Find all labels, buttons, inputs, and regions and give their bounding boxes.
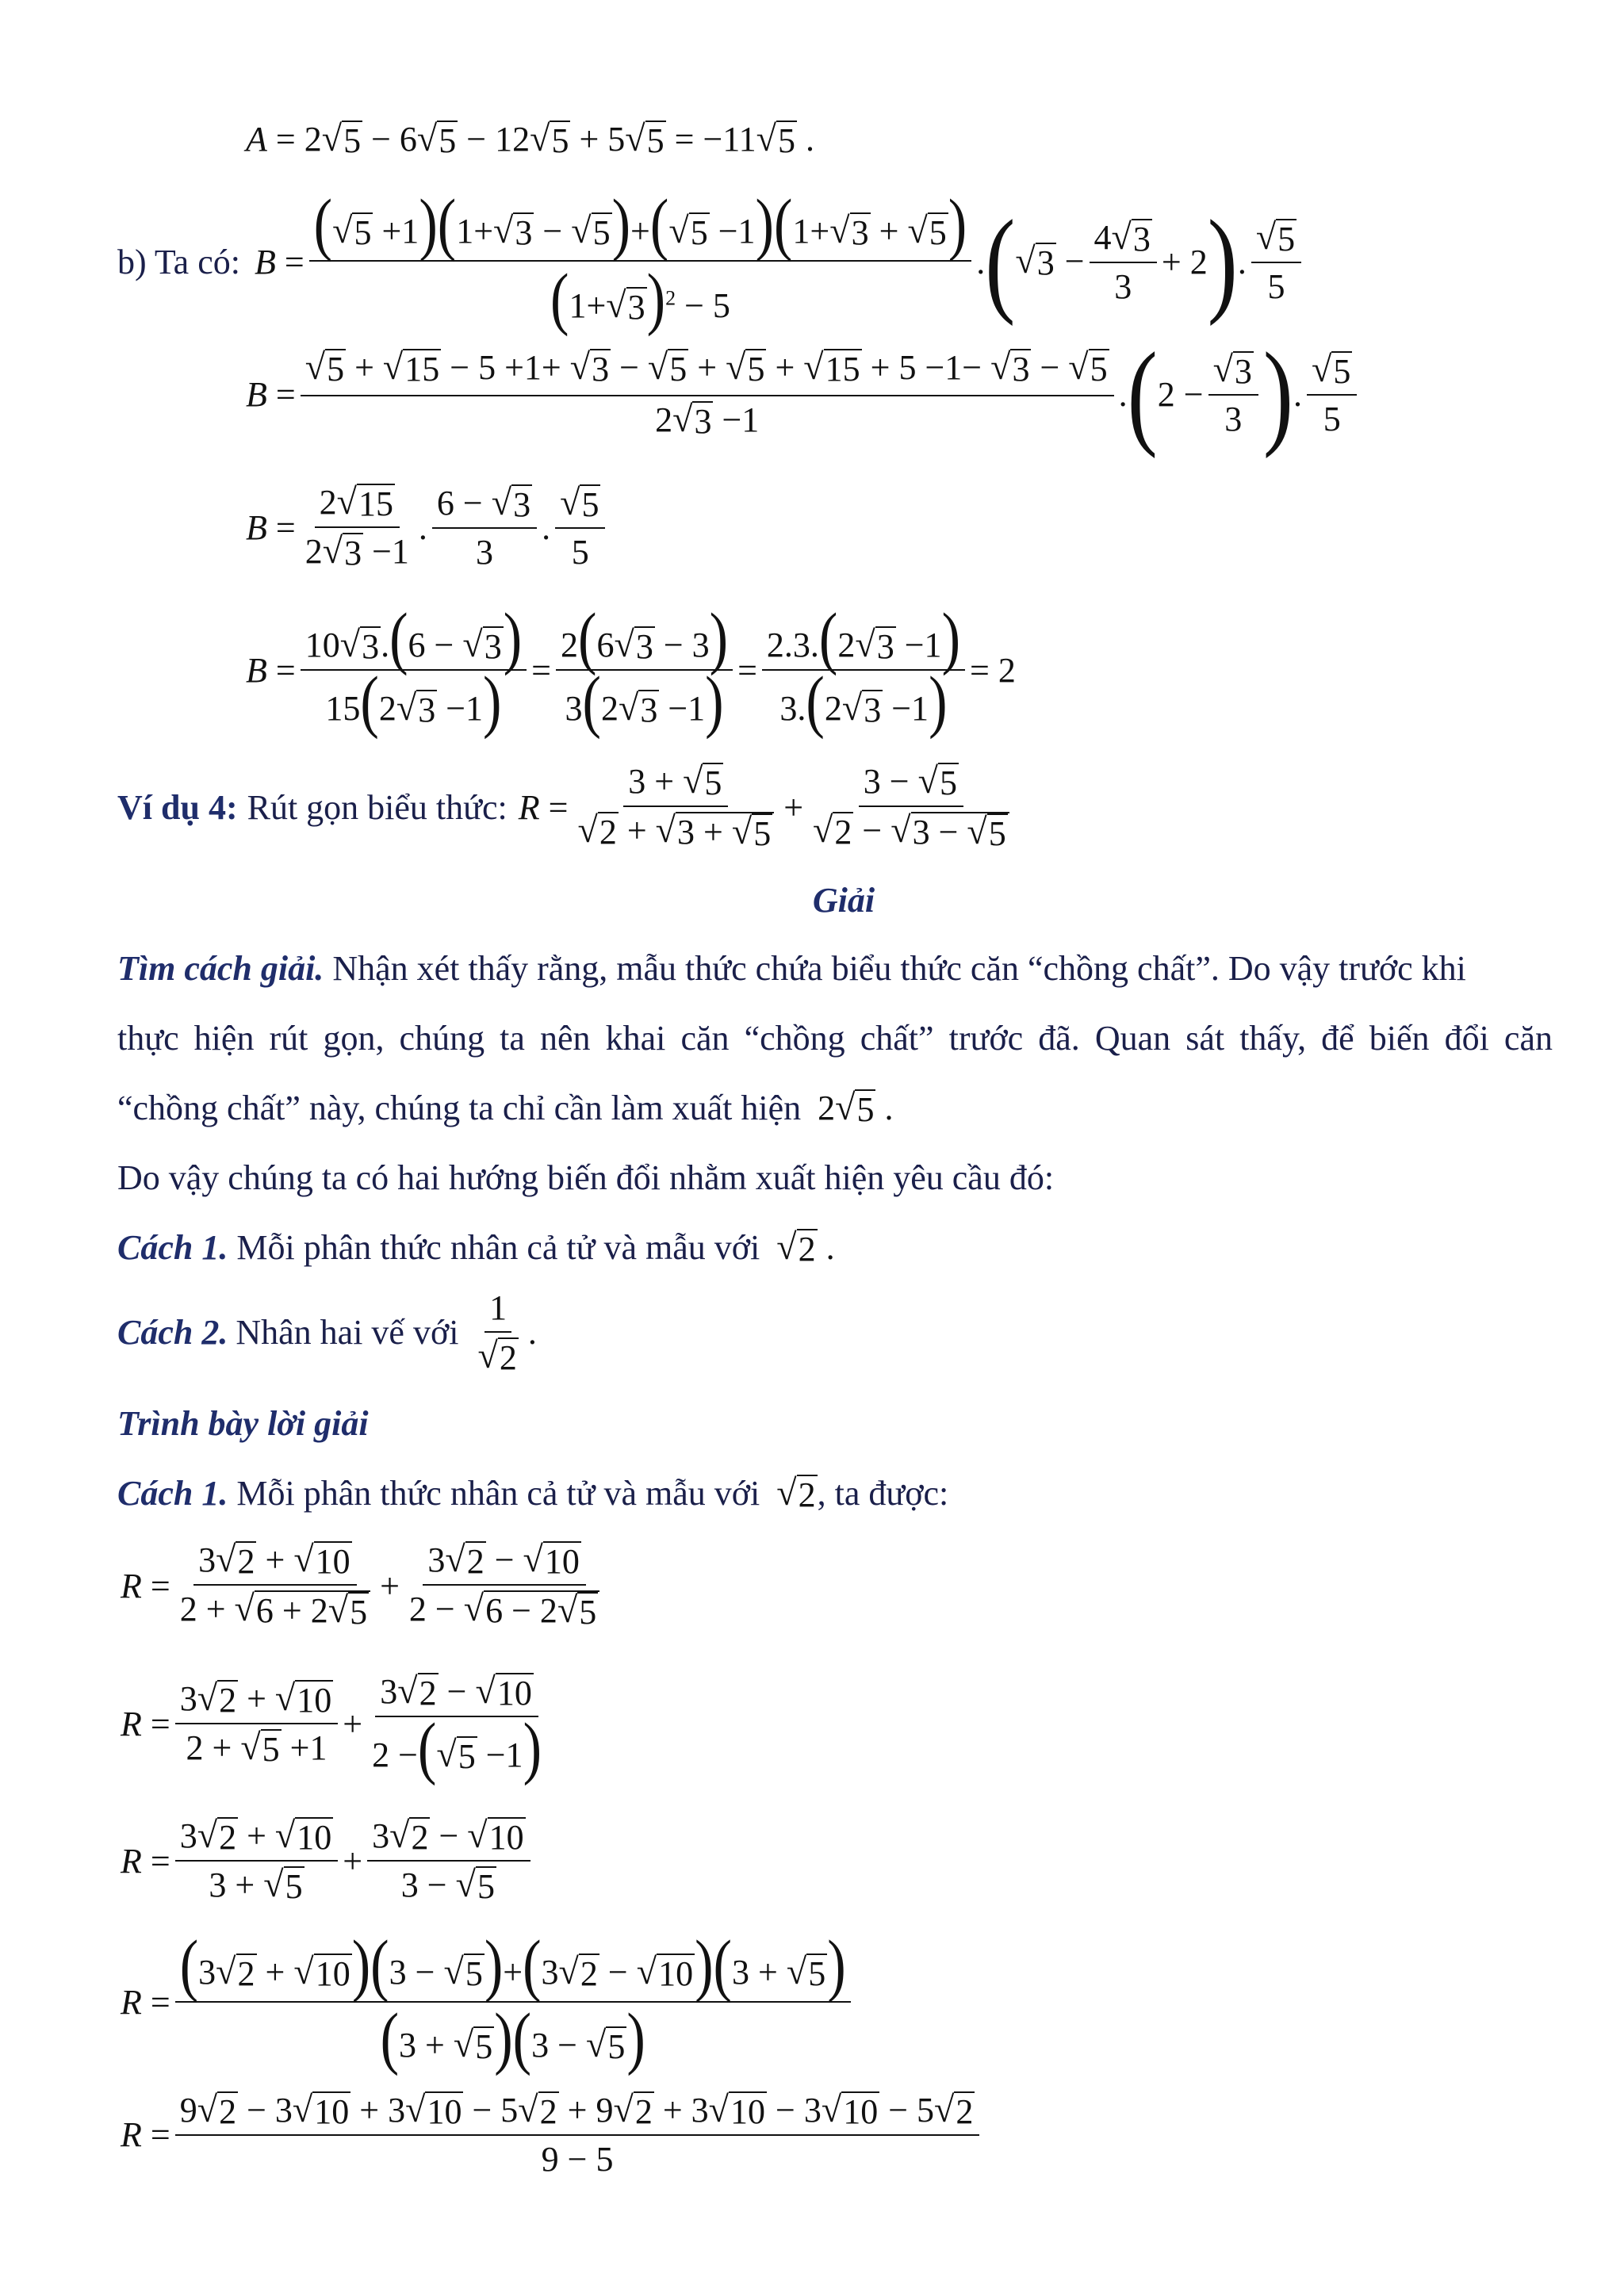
giai-heading: Giải xyxy=(812,881,875,920)
b-step3: B = 2 √ 15 2 √ 3 −1 . 6 − √ 3 3 . √ 5 5 xyxy=(246,482,610,573)
tim-cach-giai-p1 xyxy=(117,948,1553,989)
r-step-5: R = 9 √ 2 − 3 √ 10 + 3 √ 10 − 5 √ 2 + 9 √ 2 + 3 √ 10 − 3 √ 10 − 5 √ 2 9 − 5 xyxy=(121,2090,984,2179)
a-result-line: A = 2 √ 5 − 6 √ 5 − 12 √ 5 + 5 √ 5 = −11 √ 5 . xyxy=(246,118,814,160)
cach-1b-tail: , ta được: xyxy=(817,1474,949,1513)
example-4-line: Ví dụ 4: Rút gọn biểu thức: R = 3 + √ 5 √ 2 + √ 3 + √ 5 + 3 − √ 5 √ 2 − √ 3 − √ 5 xyxy=(117,761,1019,854)
r-step-2: R = 3 √ 2 + √ 10 2 + √ 5 +1 + 3 √ 2 − √ 10 2 −( √ 5 −1) xyxy=(121,1670,542,1788)
r-step-1: R = 3 √ 2 + √ 10 2 + √ 6 + 2 √ 5 + 3 √ 2 − √ 10 2 − √ 6 − 2 √ 5 xyxy=(121,1540,609,1632)
cach-1b-text: Mỗi phân thức nhân cả tử và mẫu với xyxy=(236,1474,760,1513)
tim-cach-giai-text-1: Nhận xét thấy rằng, mẫu thức chứa biểu thức căn “chồng chất”. Do vậy trước khi xyxy=(332,949,1466,988)
cach-1b-label: Cách 1. xyxy=(117,1474,228,1513)
b-intro-label: b) Ta có: xyxy=(117,242,240,281)
tim-cach-giai-p4: Do vậy chúng ta có hai hướng biến đổi nhằm xuất hiện yêu cầu đó: xyxy=(117,1158,1055,1197)
r-step-3: R = 3 √ 2 + √ 10 3 + √ 5 + 3 √ 2 − √ 10 3 − √ 5 xyxy=(121,1816,535,1907)
r-step-4: R = (3 √ 2 + √ 10 )(3 − √ 5 )+(3 √ 2 − √ 10 )(3 + √ 5 ) (3 + √ 5 )(3 − √ 5 ) xyxy=(121,1938,856,2067)
example-text: Rút gọn biểu thức: xyxy=(247,787,508,827)
cach-2-label: Cách 2. xyxy=(117,1313,228,1353)
b-step1-fraction: ( √ 5 +1)(1+ √ 3 − √ 5 )+( √ 5 −1)(1+ √ 3 + √ 5 ) (1+ √ 3 )$^2$ − 5 xyxy=(309,197,972,327)
cach-2-line: Cách 2. Nhân hai vế với 1 √ 2 . xyxy=(117,1288,537,1377)
b-step1: b) Ta có: B = ( √ 5 +1)(1+ √ 3 − √ 5 )+( √ 5 −1)(1+ √ 3 + √ 5 ) (1+ √ 3 )$^2$ − 5 . ( √ 3 − 4 √ 3 3 + 2 ) . √ 5 5 xyxy=(117,197,1306,327)
b-step2: B = √ 5 + √ 15 − 5 +1+ √ 3 − √ 5 + √ 5 + √ 15 + 5 −1− √ 3 − √ 5 2 √ 3 −1 . ( 2 − √ 3 3 ) . √ 5 5 xyxy=(246,347,1362,442)
tim-cach-giai-text-3: “chồng chất” này, chúng ta chỉ cần làm xuất hiện xyxy=(117,1089,802,1127)
cach-1-line: Cách 1. Mỗi phân thức nhân cả tử và mẫu với √ 2 . xyxy=(117,1226,835,1269)
cach-1-label: Cách 1. xyxy=(117,1228,228,1267)
example-label: Ví dụ 4: xyxy=(117,787,238,827)
tim-cach-giai-p2: thực hiện rút gọn, chúng ta nên khai căn “chồng chất” trước đã. Quan sát thấy, để biến đổi căn xyxy=(117,1019,1553,1058)
cach-1-text: Mỗi phân thức nhân cả tử và mẫu với xyxy=(236,1228,760,1267)
cach-1b-line: Cách 1. Mỗi phân thức nhân cả tử và mẫu với √ 2 , ta được: xyxy=(117,1472,949,1514)
tim-cach-giai-label: Tìm cách giải. xyxy=(117,949,324,988)
b-step4: B = 10 √ 3 .(6 − √ 3 ) 15(2 √ 3 −1) = 2(6 √ 3 − 3) 3(2 √ 3 −1) = 2.3.(2 √ 3 −1) 3.(2 √ 3 −1) = 2 xyxy=(246,599,1016,741)
tim-cach-giai-p3: “chồng chất” này, chúng ta chỉ cần làm xuất hiện 2 √ 5 . xyxy=(117,1087,894,1129)
cach-2-text: Nhân hai vế với xyxy=(236,1313,459,1353)
trinh-bay-heading: Trình bày lời giải xyxy=(117,1404,369,1443)
